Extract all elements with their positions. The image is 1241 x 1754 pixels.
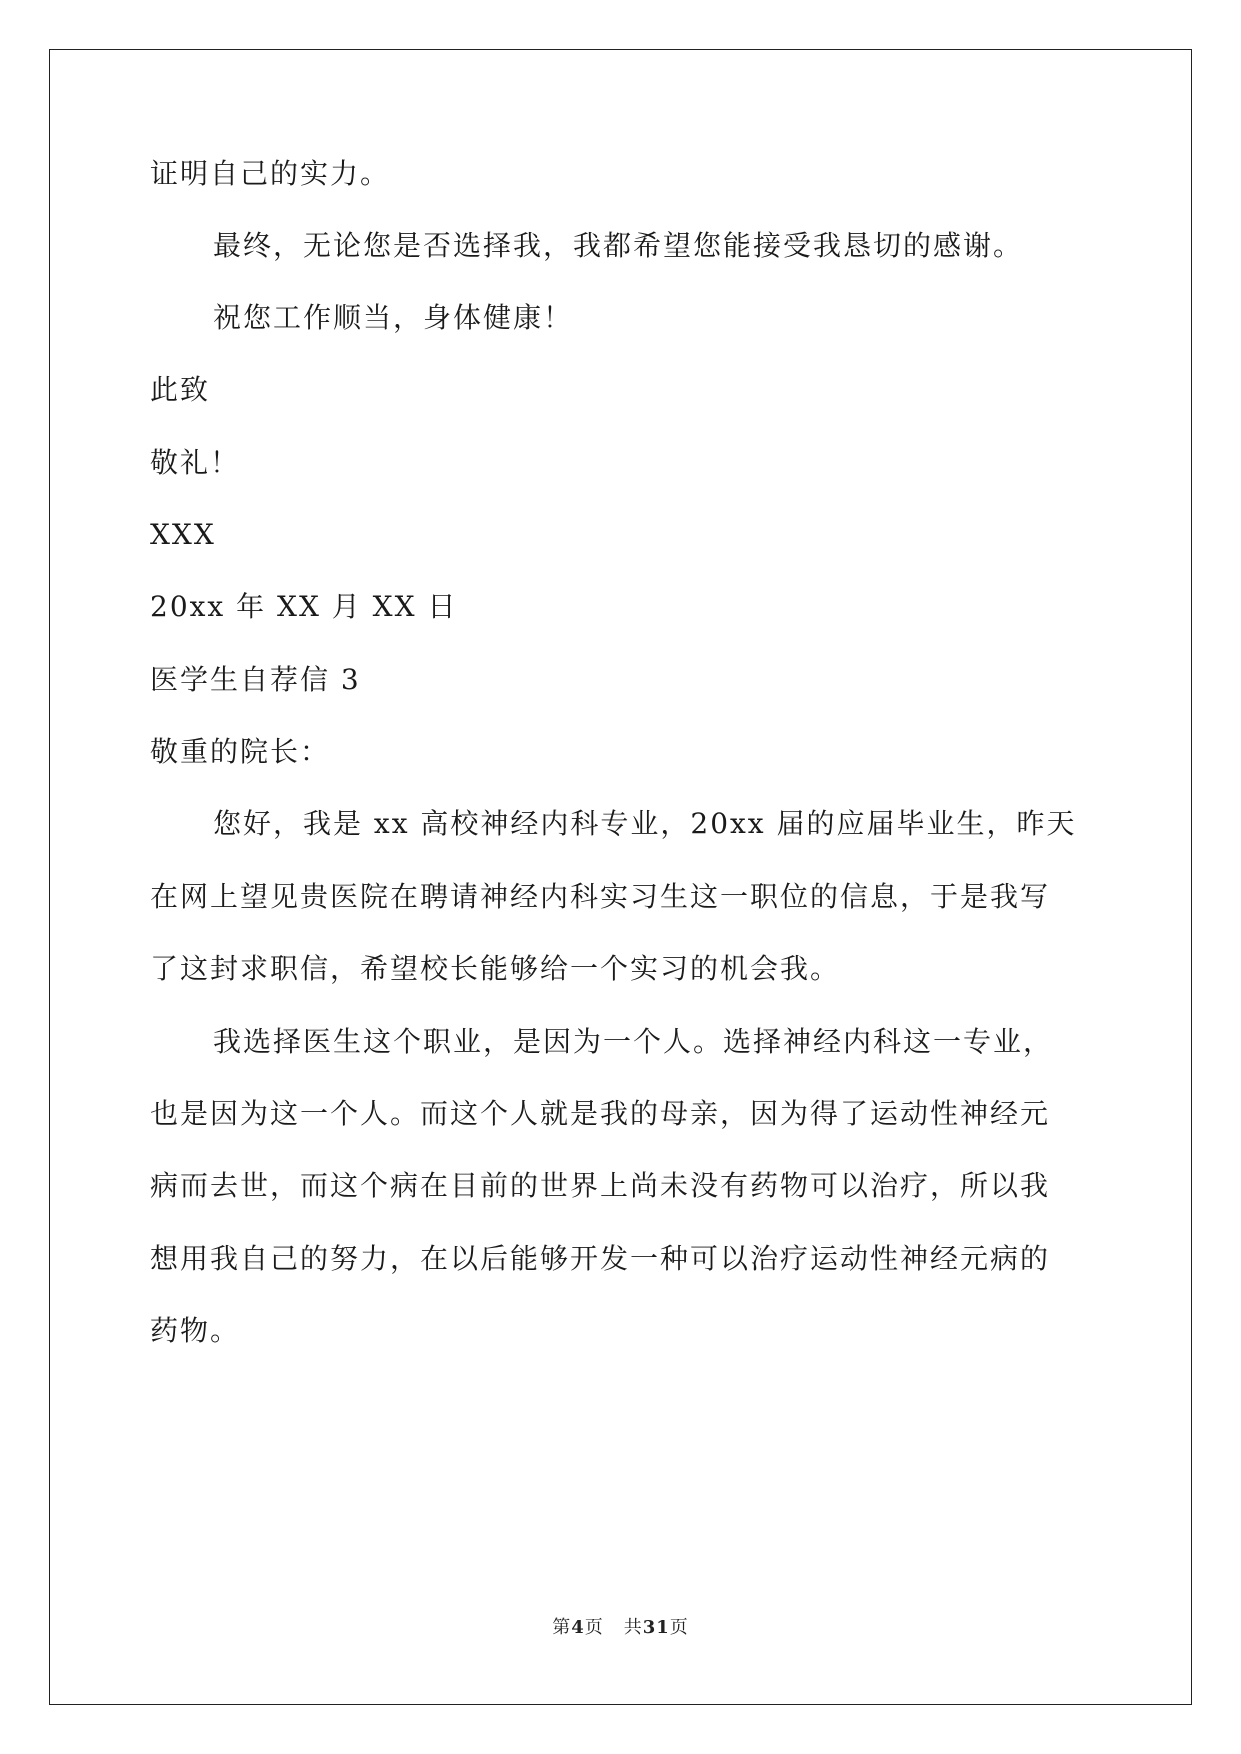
paragraph-line: 了这封求职信，希望校长能够给一个实习的机会我。 xyxy=(150,952,841,985)
paragraph-line: 想用我自己的努力，在以后能够开发一种可以治疗运动性神经元病的 xyxy=(150,1242,1051,1275)
signature-date: 20xx 年 XX 月 XX 日 xyxy=(150,590,458,623)
paragraph-line: 我选择医生这个职业，是因为一个人。选择神经内科这一专业， xyxy=(213,1025,1054,1058)
paragraph-line: 最终，无论您是否选择我，我都希望您能接受我恳切的感谢。 xyxy=(213,229,1024,262)
paragraph-line: 在网上望见贵医院在聘请神经内科实习生这一职位的信息，于是我写 xyxy=(150,880,1051,913)
page-border xyxy=(49,49,1192,1705)
signature-name: XXX xyxy=(150,518,216,551)
paragraph-line: 证明自己的实力。 xyxy=(150,157,391,190)
footer-page-suffix: 页 xyxy=(584,1617,604,1638)
page-footer xyxy=(0,1613,1241,1639)
paragraph-line: 您好，我是 xx 高校神经内科专业，20xx 届的应届毕业生，昨天 xyxy=(213,807,1077,840)
paragraph-line: 祝您工作顺当，身体健康！ xyxy=(213,301,574,334)
salutation: 敬重的院长： xyxy=(150,735,331,768)
paragraph-line: 病而去世，而这个病在目前的世界上尚未没有药物可以治疗，所以我 xyxy=(150,1169,1051,1202)
footer-total-prefix: 共 xyxy=(623,1617,643,1638)
footer-page-prefix: 第 xyxy=(552,1617,572,1638)
footer-total-suffix: 页 xyxy=(669,1617,689,1638)
closing-line: 敬礼！ xyxy=(150,446,241,479)
paragraph-line: 药物。 xyxy=(150,1314,241,1347)
paragraph-line: 也是因为这一个人。而这个人就是我的母亲，因为得了运动性神经元 xyxy=(150,1097,1051,1130)
section-title: 医学生自荐信 3 xyxy=(150,663,361,696)
footer-total-number: 31 xyxy=(642,1617,670,1638)
closing-line: 此致 xyxy=(150,373,211,406)
footer-page-number: 4 xyxy=(571,1617,585,1638)
